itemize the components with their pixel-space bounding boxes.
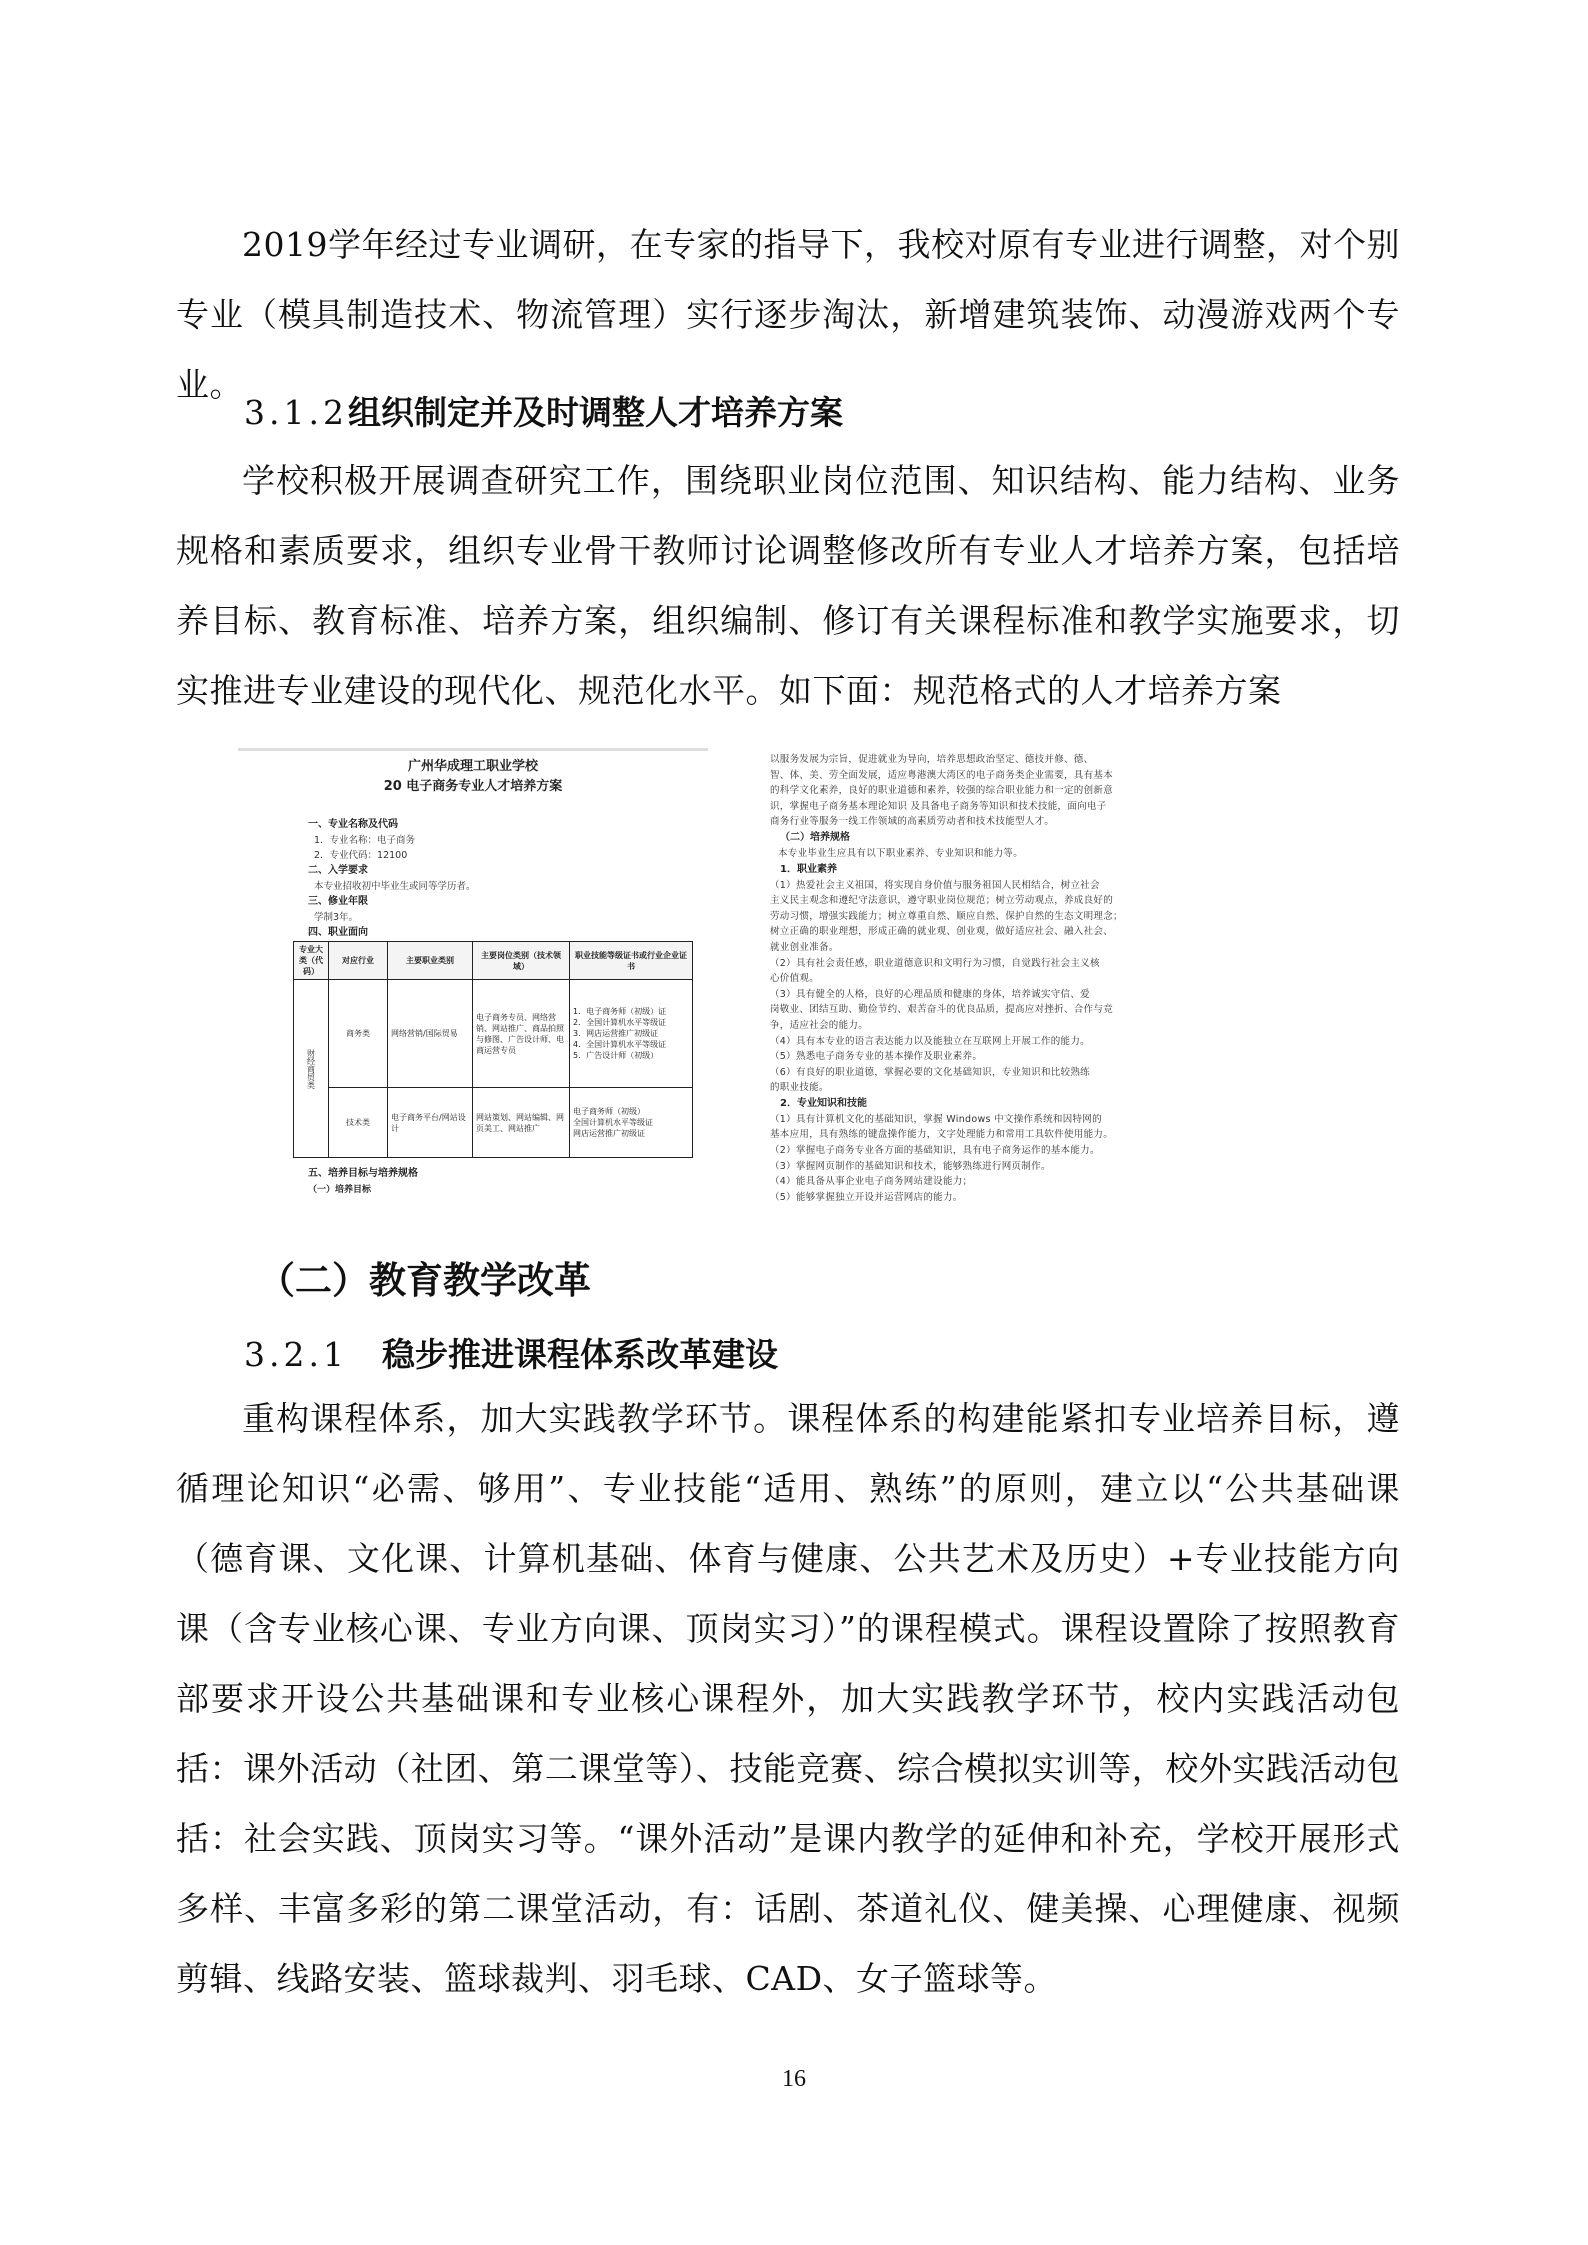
thumb-line: （1）热爱社会主义祖国，将实现自身价值与服务祖国人民相结合，树立社会 (770, 879, 1100, 891)
thumb-line: 1．专业名称：电子商务 (314, 835, 416, 846)
thumb-section: 1．职业素养 (780, 863, 837, 875)
table-header-row (294, 942, 693, 980)
training-plan-page-image-left (238, 748, 708, 1228)
thumb-line: 本专业招收初中毕业生或同等学历者。 (314, 881, 476, 892)
thumb-plan-title: 20 电子商务专业人才培养方案 (383, 779, 563, 794)
thumb-section: （二）培养规格 (780, 831, 850, 843)
thumb-section: 二、入学要求 (308, 865, 368, 876)
thumb-line: 基本应用，具有熟练的键盘操作能力，文字处理能力和常用工具软件使用能力。 (770, 1129, 1114, 1141)
thumb-line: 就业创业准备。 (770, 941, 839, 953)
thumb-line: （1）具有计算机文化的基础知识，掌握 Windows 中文操作系统和因特网的 (770, 1113, 1102, 1125)
thumb-right-literacy (760, 878, 1160, 1096)
thumb-line: 树立正确的职业理想，形成正确的就业观、创业观，做好适应社会、融入社会、 (770, 926, 1114, 938)
table-cell: 电子商务平台/网站设计 (388, 1088, 473, 1158)
paragraph-major-adjustment: 2019学年经过专业调研，在专家的指导下，我校对原有专业进行调整，对个别专业（模具制造技术、物流管理）实行逐步淘汰，新增建筑装饰、动漫游戏两个专业。 (176, 225, 1400, 404)
thumb-line: 劳动习惯，增强实践能力；树立尊重自然、顺应自然、保护自然的生态文明理念； (770, 910, 1123, 922)
thumb-line: 2．专业代码：12100 (314, 850, 408, 861)
table-header: 主要职业类别 (388, 942, 473, 980)
thumb-line: （3）具有健全的人格，良好的心理品质和健康的身体，培养诚实守信、爱 (770, 988, 1090, 1000)
thumb-line: （5）能够掌握独立开设并运营网店的能力。 (770, 1191, 963, 1203)
thumb-line: 识，掌握电子商务基本理论知识 及具备电子商务等知识和技术技能，面向电子 (770, 800, 1107, 812)
thumb-line: （4）能具备从事企业电子商务网站建设能力； (770, 1176, 973, 1188)
thumb-line: 争，适应社会的能力。 (770, 1019, 869, 1031)
thumb-section: 五、培养目标与培养规格 (308, 1168, 418, 1179)
heading-number: 3.2.1 (244, 1335, 348, 1374)
table-header: 主要岗位类别（技术领域） (473, 942, 570, 980)
occupation-table (293, 941, 693, 1158)
thumb-line: 商务行业等服务一线工作领域的高素质劳动者和技术技能型人才。 (770, 816, 1055, 828)
thumb-school-name: 广州华成理工职业学校 (407, 759, 538, 774)
table-row (294, 980, 693, 1088)
thumb-line: （5）熟悉电子商务专业的基本操作及职业素养。 (770, 1051, 983, 1063)
table-header: 对应行业 (329, 942, 388, 980)
heading-3-2-1 (244, 1330, 778, 1380)
table-cell: 商务类 (329, 980, 388, 1088)
table-header: 专业大类（代码） (294, 942, 329, 980)
paragraph-curriculum-reform: 重构课程体系，加大实践教学环节。课程体系的构建能紧扣专业培养目标，遵循理论知识“必需、够用”、专业技能“适用、熟练”的原则，建立以“公共基础课（德育课、文化课、计算机基础、体育与健康、公共艺术及历史）+专业技能方向课（含专业核心课、专业方向课、顶岗实习）”的课程模式。课程设置除了按照教育部要求开设公共基础课和专业核心课程外，加大实践教学环节，校内实践活动包括：课外活动（社团、第二课堂等）、技能竞赛、综合模拟实训等，校外实践活动包括：社会实践、顶岗实习等。“课外活动”是课内教学的延伸和补充，学校开展形式多样、丰富多彩的第二课堂活动，有：话剧、茶道礼仪、健美操、心理健康、视频剪辑、线路安装、篮球裁判、羽毛球、CAD、女子篮球等。 (176, 1399, 1400, 1998)
page-number: 16 (782, 2066, 806, 2092)
table-row (294, 1088, 693, 1158)
divider (238, 748, 708, 751)
heading-text: 稳步推进课程体系改革建设 (381, 1335, 778, 1374)
thumb-subsection: （一）培养目标 (308, 1185, 372, 1195)
thumb-section: 四、职业面向 (308, 927, 368, 938)
thumb-section: 一、专业名称及代码 (308, 819, 398, 830)
table-cell: 电子商务专员、网络营销、网站推广、商品拍照与修图、广告设计师、电商运营专员 (473, 980, 570, 1088)
heading-text: 组织制定并及时调整人才培养方案 (347, 393, 843, 432)
thumb-line: （4）具有本专业的语言表达能力以及能独立在互联网上开展工作的能力。 (770, 1035, 1090, 1047)
thumb-line: 以服务发展为宗旨，促进就业为导向，培养思想政治坚定、德技并修、德、 (770, 754, 1094, 765)
table-cell: 网站策划、网站编辑、网页美工、网站推广 (473, 1088, 570, 1158)
thumb-line: （2）具有社会责任感，职业道德意识和文明行为习惯，自觉践行社会主义核 (770, 957, 1100, 969)
heading-3-1-2 (244, 388, 843, 438)
thumb-line: 智、体、美、劳全面发展，适应粤港澳大湾区的电子商务类企业需要，具有基本 (770, 769, 1114, 781)
training-plan-page-image-right (760, 752, 1160, 1232)
thumb-right-intro (760, 752, 1160, 830)
thumb-line: 岗敬业、团结互助、勤俭节约、艰苦奋斗的优良品质，提高应对挫折、合作与竞 (770, 1004, 1114, 1016)
thumb-line: 本专业毕业生应具有以下职业素养、专业知识和能力等。 (778, 847, 1024, 859)
thumb-line: （6）有良好的职业道德，掌握必要的文化基础知识，专业知识和比较熟练 (770, 1066, 1090, 1078)
heading-number: 3.1.2 (244, 393, 348, 432)
thumb-line: 的科学文化素养，良好的职业道德和素养，较强的综合职业能力和一定的创新意 (770, 785, 1114, 797)
thumb-line: 主义民主观念和遵纪守法意识，遵守职业岗位规范；树立劳动观点，养成良好的 (770, 895, 1114, 907)
table-cell: 网络营销/国际贸易 (388, 980, 473, 1088)
table-cell: 技术类 (329, 1088, 388, 1158)
thumb-line: 学制3年。 (314, 912, 359, 923)
thumb-line: （3）掌握网页制作的基础知识和技术，能够熟练进行网页制作。 (770, 1160, 1051, 1172)
thumb-line: 心价值观。 (770, 973, 820, 985)
thumb-line: （2）掌握电子商务专业各方面的基础知识，具有电子商务运作的基本能力。 (770, 1145, 1100, 1157)
thumb-right-skills (760, 1112, 1160, 1206)
paragraph-training-plan: 学校积极开展调查研究工作，围绕职业岗位范围、知识结构、能力结构、业务规格和素质要求，组织专业骨干教师讨论调整修改所有专业人才培养方案，包括培养目标、教育标准、培养方案，组织编制、修订有关课程标准和教学实施要求，切实推进专业建设的现代化、规范化水平。如下面：规范格式的人才培养方案 (176, 461, 1400, 710)
thumb-line: 的职业技能。 (770, 1082, 829, 1094)
table-cell: 电子商务师（初级） 全国计算机水平等级证 网店运营推广初级证 (570, 1088, 693, 1158)
table-cell: 1．电子商务师（初级）证 2．全国计算机水平等级证 3．网店运营推广初级证 4．全国计算机水平等级证 5．广告设计师（初级） (570, 980, 693, 1088)
thumb-section: 三、修业年限 (308, 896, 368, 907)
table-header: 职业技能等级证书或行业企业证书 (570, 942, 693, 980)
table-cell: 财经商贸类 (294, 980, 329, 1158)
heading-education-reform: （二）教育教学改革 (258, 1258, 591, 1302)
thumb-section: 2．专业知识和技能 (780, 1097, 867, 1109)
